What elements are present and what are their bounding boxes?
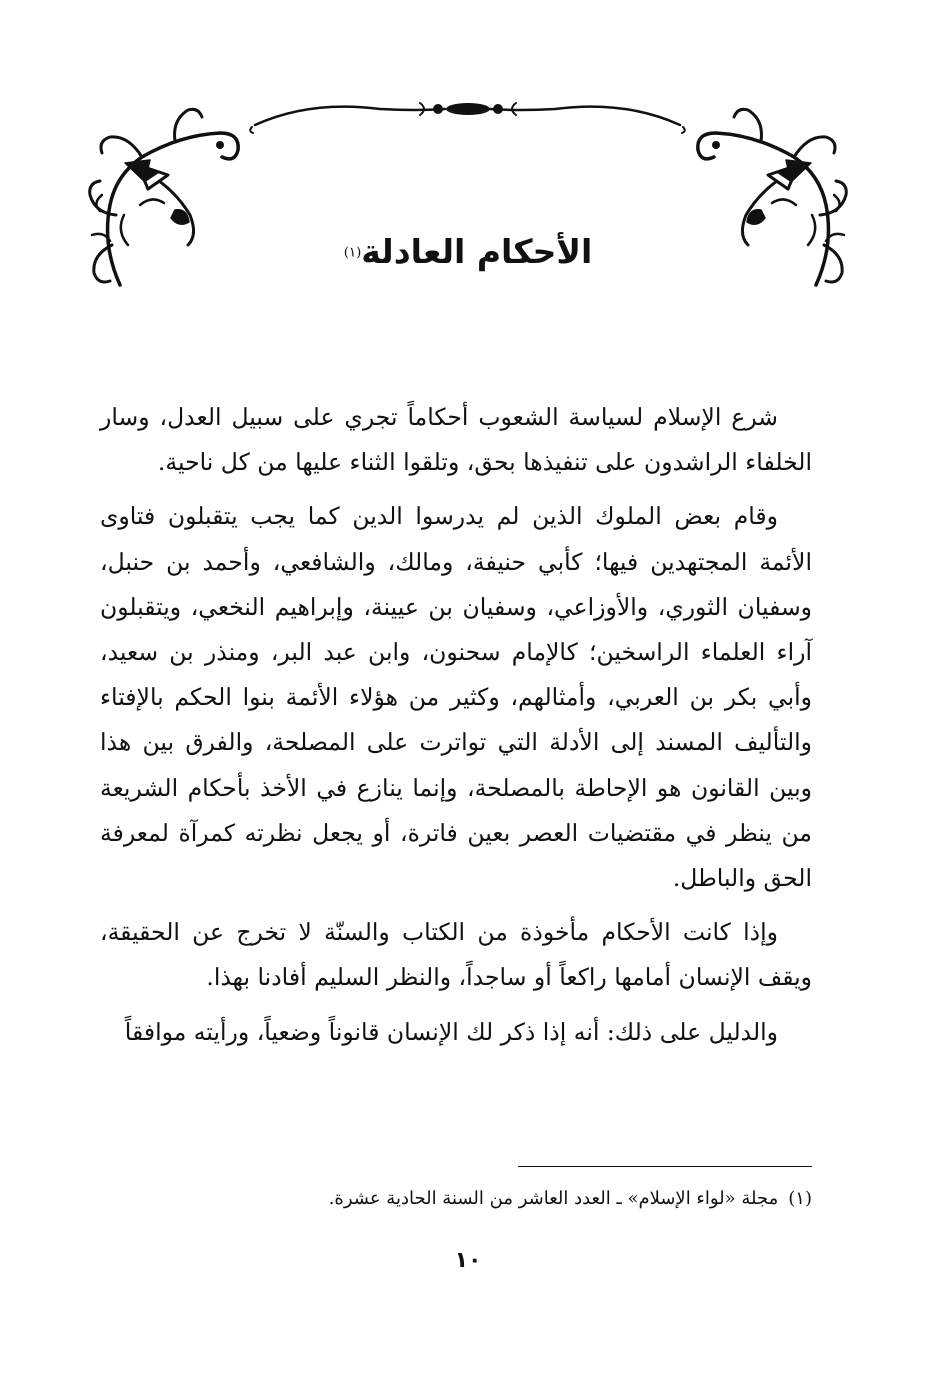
paragraph: وإذا كانت الأحكام مأخوذة من الكتاب والسنّة لا تخرج عن الحقيقة، ويقف الإنسان أمامها راكعاً أو ساجداً، والنظر السليم أفادنا بهذا. bbox=[100, 918, 812, 992]
top-arch-ornament-icon bbox=[250, 103, 685, 133]
page-title: الأحكام العادلة bbox=[361, 232, 593, 271]
footnote bbox=[200, 1184, 812, 1214]
footnote-number: (١) bbox=[788, 1188, 812, 1209]
paragraph: وقام بعض الملوك الذين لم يدرسوا الدين كما يجب يتقبلون فتاوى الأئمة المجتهدين فيها؛ كأبي حنيفة، ومالك، والشافعي، وأحمد بن حنبل، وسفيان الثوري، والأوزاعي، وسفيان بن عيينة، وإبراهيم النخعي، ويتقبلون آراء العلماء الراسخين؛ كالإمام سحنون، وابن عبد البر، ومنذر بن سعيد، وأبي بكر بن العربي، وأمثالهم، وكثير من هؤلاء الأئمة بنوا الحكم بالإفتاء والتأليف المسند إلى الأدلة التي تواترت على المصلحة، والفرق بين هذا وبين القانون هو الإحاطة بالمصلحة، وإنما ينازع في الأخذ بأحكام الشريعة من ينظر في مقتضيات العصر بعين فاترة، أو يجعل نظرته كمرآة لمعرفة الحق والباطل. bbox=[100, 502, 812, 893]
chapter-heading bbox=[200, 222, 736, 282]
paragraph: والدليل على ذلك: أنه إذا ذكر لك الإنسان قانوناً وضعياً، ورأيته موافقاً bbox=[124, 1017, 778, 1046]
footnote-text: مجلة «لواء الإسلام» ـ العدد العاشر من السنة الحادية عشرة. bbox=[328, 1188, 779, 1209]
footnote-divider bbox=[518, 1166, 812, 1167]
body-text bbox=[100, 395, 812, 1064]
paragraph: شرع الإسلام لسياسة الشعوب أحكاماً تجري على سبيل العدل، وسار الخلفاء الراشدون على تنفيذها بحق، وتلقوا الثناء عليها من كل ناحية. bbox=[100, 403, 812, 477]
title-footnote-marker: (١) bbox=[343, 245, 362, 261]
page-number: ١٠ bbox=[454, 1248, 482, 1273]
